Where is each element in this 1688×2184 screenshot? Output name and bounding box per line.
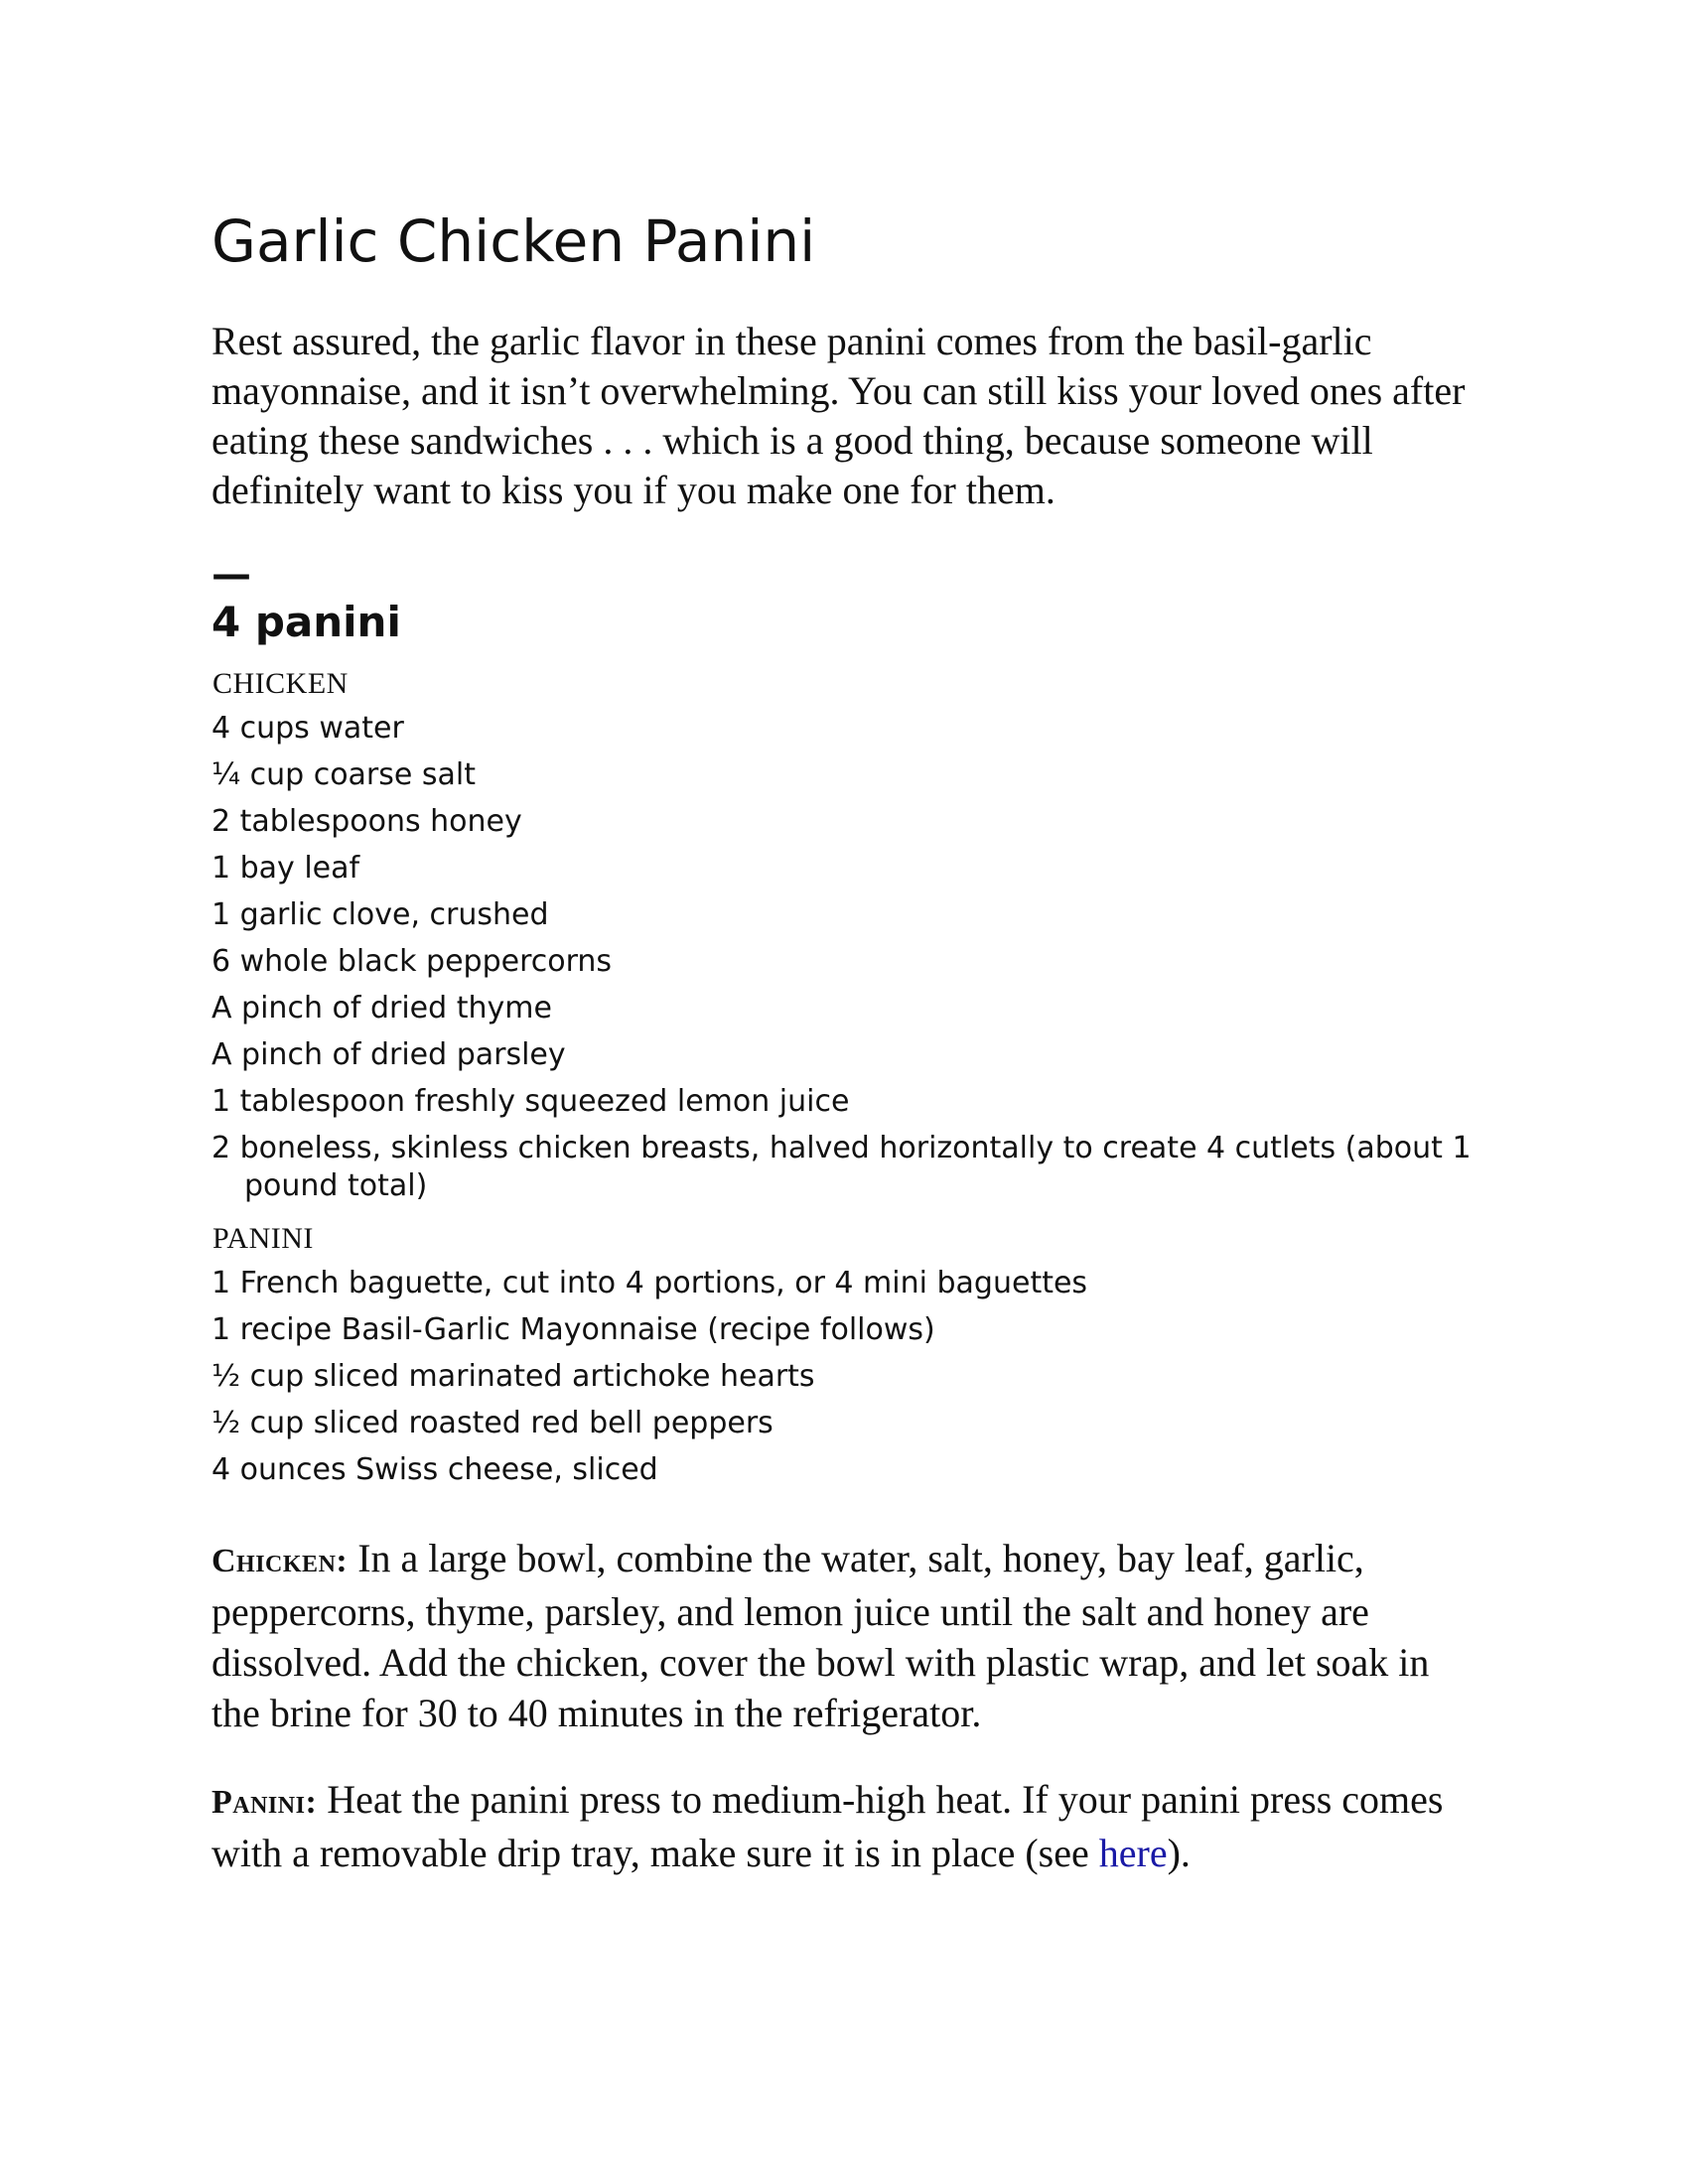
recipe-page bbox=[211, 204, 1477, 1878]
step-text: In a large bowl, combine the water, salt, honey, bay leaf, garlic, peppercorns, thyme, parsley, and lemon juice until the salt and honey are dissolved. Add the chicken, cover the bowl with plastic wrap, and let soak in the brine for 30 to 40 minutes in the refrigerator. bbox=[211, 1536, 1430, 1735]
recipe-yield: 4 panini bbox=[211, 598, 401, 646]
ingredient-item: 1 garlic clove, crushed bbox=[211, 897, 549, 932]
ingredient-item: ½ cup sliced marinated artichoke hearts bbox=[211, 1359, 815, 1394]
step-label: Panini: bbox=[211, 1784, 318, 1821]
ingredient-item: ½ cup sliced roasted red bell peppers bbox=[211, 1406, 774, 1440]
ingredient-item: 1 tablespoon freshly squeezed lemon juice bbox=[211, 1084, 850, 1119]
ingredient-list bbox=[211, 710, 1477, 1205]
instruction-step-panini bbox=[211, 1774, 1473, 1878]
recipe-title: Garlic Chicken Panini bbox=[211, 207, 816, 275]
here-link[interactable]: here bbox=[1098, 1831, 1168, 1875]
ingredient-item: 2 tablespoons honey bbox=[211, 804, 522, 839]
ingredient-list bbox=[211, 1265, 1477, 1489]
ingredient-group-chicken bbox=[211, 664, 1477, 1205]
ingredient-item: 1 French baguette, cut into 4 portions, or 4 mini baguettes bbox=[211, 1266, 1088, 1300]
ingredient-group-heading: PANINI bbox=[212, 1222, 314, 1255]
ingredient-item: 6 whole black peppercorns bbox=[211, 944, 613, 979]
ingredient-item: 4 cups water bbox=[211, 711, 404, 746]
instruction-step-chicken bbox=[211, 1533, 1473, 1738]
section-separator: — bbox=[211, 552, 251, 598]
ingredient-group-panini bbox=[211, 1219, 1477, 1489]
ingredient-item: 4 ounces Swiss cheese, sliced bbox=[211, 1452, 658, 1487]
ingredient-item: 1 recipe Basil-Garlic Mayonnaise (recipe follows) bbox=[211, 1312, 935, 1347]
ingredient-group-heading: CHICKEN bbox=[212, 667, 349, 700]
ingredient-item: ¼ cup coarse salt bbox=[211, 757, 477, 792]
step-text: Heat the panini press to medium-high heat. If your panini press comes with a removable drip tray, make sure it is in place (see bbox=[211, 1777, 1444, 1875]
recipe-intro: Rest assured, the garlic flavor in these panini comes from the basil-garlic mayonnaise, and it isn’t overwhelming. You can still kiss your loved ones after eating these sandwiches . . . which is a good thing, because someone will definitely want to kiss you if you make one for them. bbox=[211, 319, 1466, 512]
step-label: Chicken: bbox=[211, 1543, 349, 1579]
ingredient-item: 2 boneless, skinless chicken breasts, halved horizontally to create 4 cutlets (about 1 pound total) bbox=[211, 1131, 1472, 1203]
step-text-end: ). bbox=[1167, 1831, 1191, 1875]
ingredient-item: A pinch of dried thyme bbox=[211, 991, 552, 1025]
ingredient-item: 1 bay leaf bbox=[211, 851, 360, 886]
ingredient-item: A pinch of dried parsley bbox=[211, 1037, 566, 1072]
